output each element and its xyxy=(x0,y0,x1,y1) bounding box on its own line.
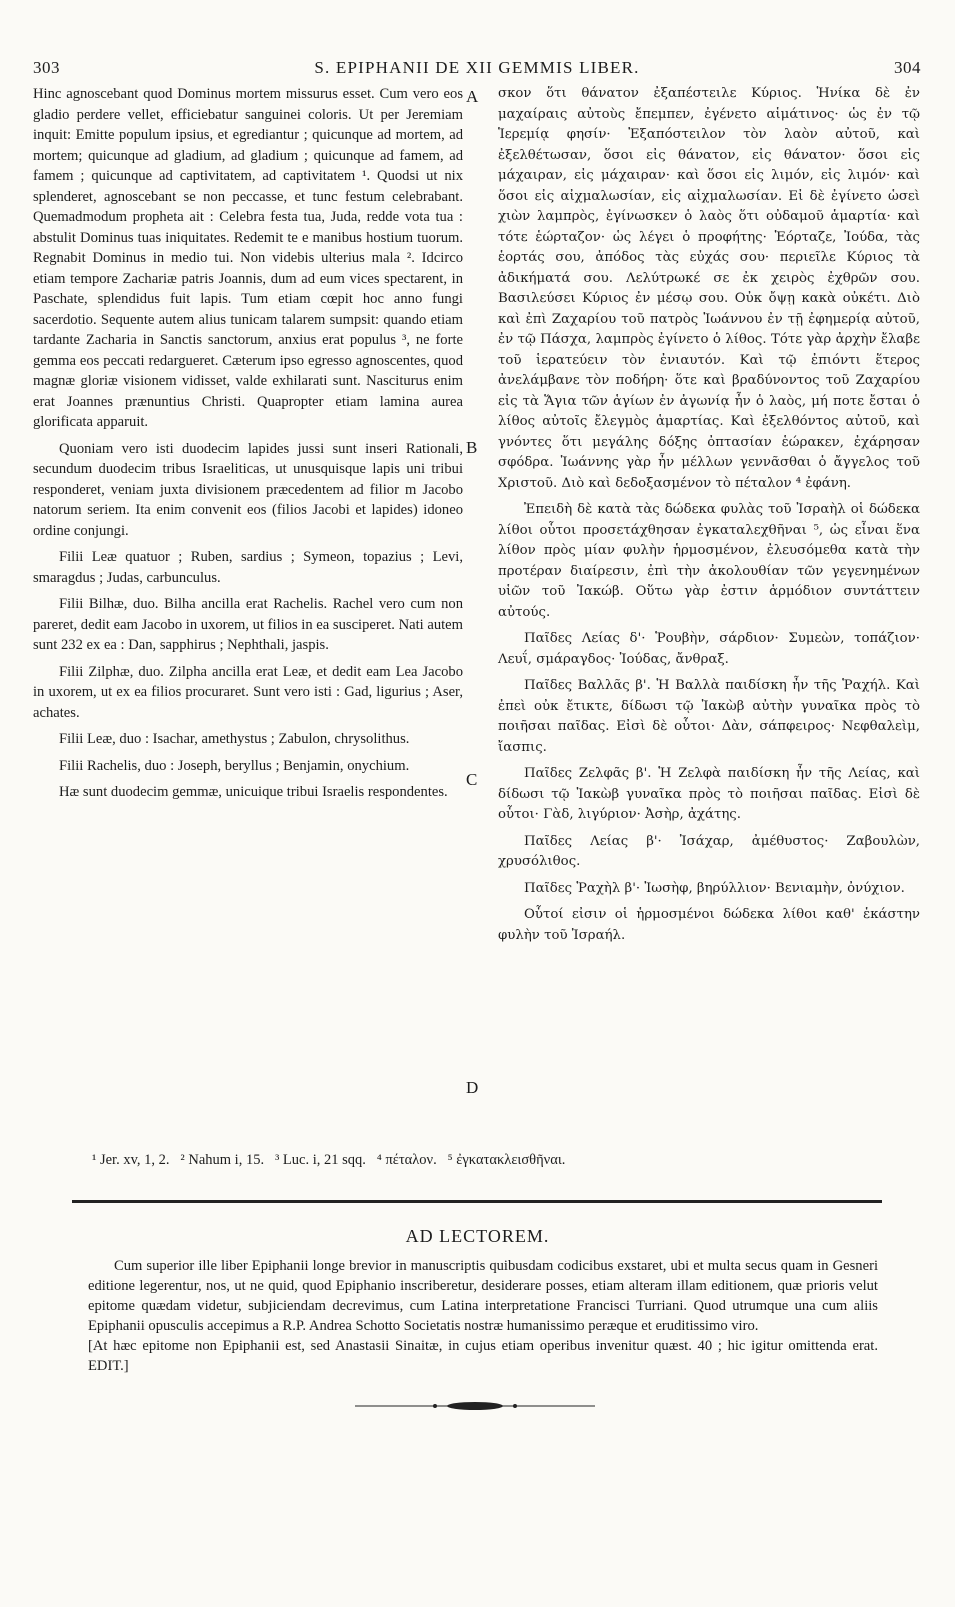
greek-paragraph: Παῖδες Λείας δ'· Ῥουβὴν, σάρδιον· Συμεὼν, τοπάζιον· Λευΐ, σμάραγδος· Ἰούδας, ἄνθραξ. xyxy=(498,631,920,667)
latin-paragraph: Filii Leæ, duo : Isachar, amethystus ; Zabulon, chrysolithus. xyxy=(59,731,410,747)
latin-paragraph: Hæ sunt duodecim gemmæ, unicuique tribui Israelis respondentes. xyxy=(59,784,448,800)
greek-paragraph: Ἐπειδὴ δὲ κατὰ τὰς δώδεκα φυλὰς τοῦ Ἰσραὴλ οἱ δώδεκα λίθοι οὗτοι προσετάχθησαν ἐγκαταλεχθῆναι ⁵, ὡς εἶναι ἕνα λίθον πρὸς μίαν φυλὴν ἡρμοσμένον, ἐλευσόμεθα κατὰ τὴν προτέραν διαίρεσιν, ἐπὶ τὴν ἀκολουθίαν τῶν γεγενημένων υἱῶν τοῦ Ἰακώβ. Οὕτω γὰρ ἐστιν ἁρμόδιον συντάττειν αὐτούς. xyxy=(498,502,920,620)
editor-note: [At hæc epitome non Epiphanii est, sed Anastasii Sinaitæ, in cujus etiam operibus invenitur quæst. 40 ; hic igitur omittenda erat. EDIT.] xyxy=(88,1338,878,1374)
ornament-divider xyxy=(355,1400,595,1412)
page-number-left: 303 xyxy=(33,58,60,77)
section-marker-b: B xyxy=(466,438,478,457)
greek-paragraph: Οὗτοί εἰσιν οἱ ἡρμοσμένοι δώδεκα λίθοι καθ' ἑκάστην φυλὴν τοῦ Ἰσραήλ. xyxy=(498,907,920,943)
ad-lectorem-heading: AD LECTOREM. xyxy=(405,1226,550,1246)
latin-column xyxy=(33,84,463,803)
latin-paragraph: Filii Zilphæ, duo. Zilpha ancilla erat Leæ, et dedit eam Lea Jacobo in uxorem, ut ex ea filios procuraret. Sunt vero isti : Gad, ligurius ; Aser, achates. xyxy=(33,663,463,721)
section-marker-c: C xyxy=(466,770,478,789)
running-title: S. EPIPHANII DE XII GEMMIS LIBER. xyxy=(314,58,640,77)
greek-paragraph: Παῖδες Ῥαχὴλ β'· Ἰωσὴφ, βηρύλλιον· Βενιαμὴν, ὀνύχιον. xyxy=(524,880,905,896)
page-number-right: 304 xyxy=(894,58,921,77)
greek-paragraph: Παῖδες Βαλλᾶς β'. Ἡ Βαλλὰ παιδίσκη ἦν τῆς Ῥαχήλ. Καὶ ἐπεὶ οὐκ ἔτικτε, δίδωσι τῷ Ἰακὼβ αὐτὴν γυναῖκα πρὸς τὸ ποιῆσαι παῖδας. Εἰσὶ δὲ οὗτοι· Δὰν, σάπφειρος· Νεφθαλεὶμ, ἴασπις. xyxy=(498,678,920,755)
footnotes: ¹ Jer. xv, 1, 2. ² Nahum i, 15. ³ Luc. i, 21 sqq. ⁴ πέταλον. ⁵ ἐγκατακλεισθῆναι. xyxy=(92,1152,566,1168)
greek-paragraph: σκον ὅτι θάνατον ἐξαπέστειλε Κύριος. Ἡνίκα δὲ ἐν μαχαίραις αὐτοὺς ἔπεμπεν, ἐγένετο αἱμάτινος· ὡς ἐν τῷ Ἱερεμίᾳ φησίν· Ἐξαπόστειλον τὸν λαὸν αὐτοῦ, καὶ ἐξελθέτωσαν, ὅσοι εἰς θάνατον, εἰς θάνατον· ὅσοι εἰς μάχαιραν, εἰς μάχαιραν· καὶ ὅσοι εἰς λιμόν, εἰς λιμόν· καὶ ὅσοι εἰς αἰχμαλωσίαν, εἰς αἰχμαλωσίαν. Εἰ δὲ ἐγίνετο ὡσεὶ χιὼν λαμπρὸς, ἐγίνωσκεν ὁ λαὸς ὅτι οὐδαμοῦ ἁμαρτία· καὶ τότε ἑώρταζον· ὡς λέγει ὁ προφήτης· Ἑόρταζε, Ἰούδα, τὰς ἑορτάς σου, ἀπόδος τὰς εὐχάς σου· περιεῖλε Κύριος τὰ ἀδικήματά σου. Λελύτρωκέ σε ἐκ χειρὸς ἐχθρῶν σου. Βασιλεύσει Κύριος ἐν μέσῳ σου. Οὐκ ὄψῃ κακὰ οὐκέτι. Διὸ καὶ ἐπὶ Ζαχαρίου τοῦ πατρὸς Ἰωάννου ἐν τῇ ἐφημερίᾳ αὐτοῦ, ἐν τῷ Πάσχα, λαμπρὸς ἐγίνετο ὁ λίθος. Τότε γὰρ ἀρχὴν ἔλαβε τοῦ ἱερατεύειν τὸν ἐνιαυτόν. Καὶ τῷ ἐπιόντι ἕτερος ἀνελάμβανε τὸν ποδήρη· ὅτε καὶ βραδύνοντος τοῦ Ζαχαρίου εἰς τὰ Ἅγια τῶν ἁγίων ἐν ἀγωνίᾳ ἦν ὁ λαὸς, μή ποτε ἔσται ὁ λίθος αὐτοῖς ἔλεγμὸς ἁμαρτίας. Καὶ ἐξελθόντος αὐτοῦ, καὶ γνόντες ὅτι μεγάλης δόξης ὀπτασίαν ἑώρακεν, ἐχάρησαν σφόδρα. Ἰωάννης γὰρ ἦν μέλλων γεννᾶσθαι ὁ ἄγγελος τοῦ Χριστοῦ. Διὸ καὶ δεδοξασμένον τὸ πέταλον ⁴ ἐφάνη. xyxy=(498,86,920,491)
ad-lectorem-body xyxy=(88,1256,878,1376)
section-marker-a: A xyxy=(466,87,479,106)
latin-paragraph: Filii Rachelis, duo : Joseph, beryllus ; Benjamin, onychium. xyxy=(59,757,410,774)
section-divider xyxy=(72,1200,882,1203)
latin-paragraph: Filii Leæ quatuor ; Ruben, sardius ; Symeon, topazius ; Levi, smaragdus ; Judas, carbunculus. xyxy=(33,549,463,586)
greek-paragraph: Παῖδες Λείας β'· Ἰσάχαρ, ἀμέθυστος· Ζαβουλὼν, χρυσόλιθος. xyxy=(498,833,920,869)
section-marker-d: D xyxy=(466,1078,479,1097)
latin-paragraph: Filii Bilhæ, duo. Bilha ancilla erat Rachelis. Rachel vero cum non pareret, dedit eam Jacobo in uxorem, ut filios in ea susciperet. Nati autem sunt 232 ex ea : Dan, sapphirus ; Nephthali, jaspis. xyxy=(33,596,463,653)
greek-column xyxy=(498,84,920,946)
latin-paragraph: Quoniam vero isti duodecim lapides jussi sunt inseri Rationali, secundum duodecim tribus Israeliticas, ut unusquisque lapis uni tribui responderet, veniam juxta divisionem præcedentem ad filior m Jacobo natorum seriem. Ita enim convenit eos (filios Jacobi et lapides) idoneo ordine conjungi. xyxy=(33,440,463,539)
greek-paragraph: Παῖδες Ζελφᾶς β'. Ἡ Ζελφὰ παιδίσκη ἦν τῆς Λείας, καὶ δίδωσι τῷ Ἰακὼβ γυναῖκα πρὸς τὸ ποιῆσαι παῖδας. Εἰσὶ δὲ οὗτοι· Γὰδ, λιγύριον· Ἀσὴρ, ἀχάτης. xyxy=(498,766,920,822)
ad-lectorem-paragraph: Cum superior ille liber Epiphanii longe brevior in manuscriptis quibusdam codicibus exstaret, ubi et multa secus quam in Gesneri editione legerentur, nos, ut ne quid, quod Epiphanio inscriberetur, desiderare posses, etiam alteram illam editionem, quæ prioris velut epitome quædam videtur, subjiciendam decrevimus, cum Latina interpretatione Francisci Turriani. Quod utrumque una cum aliis Epiphanii opusculis accepimus a R.P. Andrea Schotto Societatis nostræ humanissimo peræque et eruditissimo viro. xyxy=(88,1258,878,1334)
latin-paragraph: Hinc agnoscebant quod Dominus mortem missurus esset. Cum vero eos gladio perdere vellet, efficiebatur sanguinei coloris. Ut per Jeremiam inquit: Emitte populum ipsius, et egrediantur ; quicunque ad mortem, ad mortem; quicunque ad gladium, ad gladium ; quicunque ad famem, ad famem ; quicunque ad captivitatem, ad captivitatem ¹. Quodsi ut nix splenderet, agnoscebant se non peccasse, et tunc festum celebrabant. Quemadmodum propheta ait : Celebra festa tua, Juda, redde vota tua : abstulit Dominus tuas iniquitates. Redemit te e manibus hostium tuorum. Regnabit Dominus in medio tui. Non videbis ulterius mala ². Idcirco etiam tempore Zachariæ patris Joannis, dum ad eum vices spectarent, in Paschate, splendidus fuit lapis. Tum etiam cœpit hoc anno fungi sacerdotio. Sequente autem alius tunicam talarem sumpsit: quando etiam tardante Zacharia in Sanctis sanctorum, anxius erat populus ³, ne forte gemma eos peccati redargueret. Cæterum ipso egresso agnoscentes, quod magnæ gloriæ visionem vidisset, valde exhilarati sunt. Nasciturus enim erat Joannes prænuntius Christi. Quapropter etiam lamina aurea glorificata apparuit. xyxy=(33,86,463,430)
